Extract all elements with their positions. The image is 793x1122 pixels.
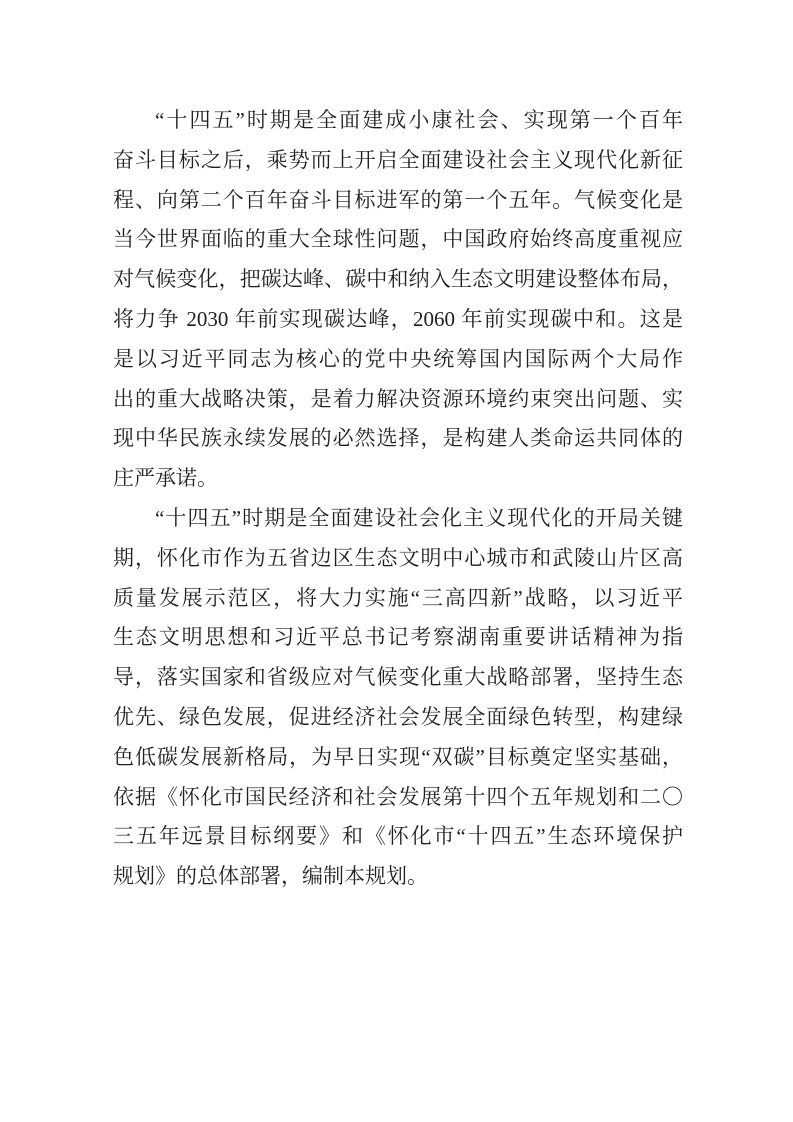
text-line: 规划》的总体部署，编制本规划。 [113,864,428,889]
paragraph-1 [113,101,683,499]
text-line: 现中华民族永续发展的必然选择，是构建人类命运共同体的 [113,426,683,451]
text-line: 程、向第二个百年奋斗目标进军的第一个五年。气候变化是 [113,187,683,212]
text-line: 质量发展示范区，将大力实施“三高四新”战略，以习近平 [113,585,683,610]
text-line: “十四五”时期是全面建成小康社会、实现第一个百年 [155,108,683,132]
text-line: “十四五”时期是全面建设社会化主义现代化的开局关键 [155,505,683,530]
text-line: 期，怀化市作为五省边区生态文明中心城市和武陵山片区高 [113,545,683,570]
text-line: 庄严承诺。 [113,466,218,491]
text-line: 出的重大战略决策，是着力解决资源环境约束突出问题、实 [113,386,683,411]
text-line: 导，落实国家和省级应对气候变化重大战略部署，坚持生态 [113,665,683,690]
text-line: 是以习近平同志为核心的党中央统筹国内国际两个大局作 [113,346,683,371]
text-line: 奋斗目标之后，乘势而上开启全面建设社会主义现代化新征 [113,147,683,172]
text-line: 对气候变化，把碳达峰、碳中和纳入生态文明建设整体布局， [113,267,683,292]
text-line: 优先、绿色发展，促进经济社会发展全面绿色转型，构建绿 [113,704,683,729]
text-line: 当今世界面临的重大全球性问题，中国政府始终高度重视应 [113,227,683,252]
text-line: 将力争 2030 年前实现碳达峰，2060 年前实现碳中和。这是 [113,306,683,331]
text-line: 生态文明思想和习近平总书记考察湖南重要讲话精神为指 [113,625,683,650]
text-line: 色低碳发展新格局，为早日实现“双碳”目标奠定坚实基础， [113,744,683,769]
document-text-block [113,101,683,897]
paragraph-2 [113,499,683,897]
text-line: 依据《怀化市国民经济和社会发展第十四个五年规划和二〇 [113,784,683,809]
text-line: 三五年远景目标纲要》和《怀化市“十四五”生态环境保护 [113,824,683,849]
